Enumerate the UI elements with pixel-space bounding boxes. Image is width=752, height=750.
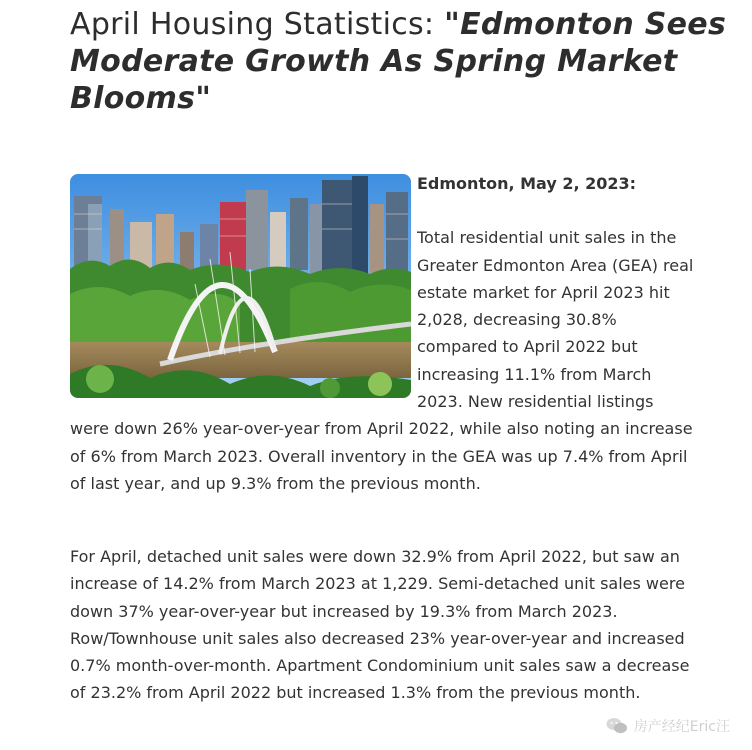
watermark (606, 716, 730, 736)
wechat-icon (606, 717, 628, 735)
article-title (70, 6, 730, 117)
watermark-label: 房产经纪Eric汪 (633, 719, 730, 735)
paragraph-1: Total residential unit sales in the Greater Edmonton Area (GEA) real estate market for April 2023 hit 2,028, decreasing 30.8% compared to April 2022 but increasing 11.1% from March 2023. New residential listings were down 26% year-over-year from April 2022, while also noting an increase of 6% from March 2023. Overall inventory in the GEA was up 7.4% from April of last year, and up 9.3% from the previous month. (70, 228, 694, 493)
title-quote: "Edmonton Sees Moderate Growth As Spring Market Blooms" (70, 7, 727, 116)
image-float-spacer (70, 170, 417, 408)
paragraph-2: For April, detached unit sales were down 32.9% from April 2022, but saw an increase of 14.2% from March 2023 at 1,229. Semi-detached unit sales were down 37% year-over-year but increased by 19.3% from March 2023. Row/Townhouse unit sales also decreased 23% year-over-year and increased 0.7% month-over-month. Apartment Condominium unit sales saw a decrease of 23.2% from April 2022 but increased 1.3% from the previous month. (70, 547, 690, 703)
title-plain: April Housing Statistics: (70, 7, 445, 42)
article-body-paragraph-1 (70, 170, 695, 497)
dateline: Edmonton, May 2, 2023: (417, 174, 637, 193)
